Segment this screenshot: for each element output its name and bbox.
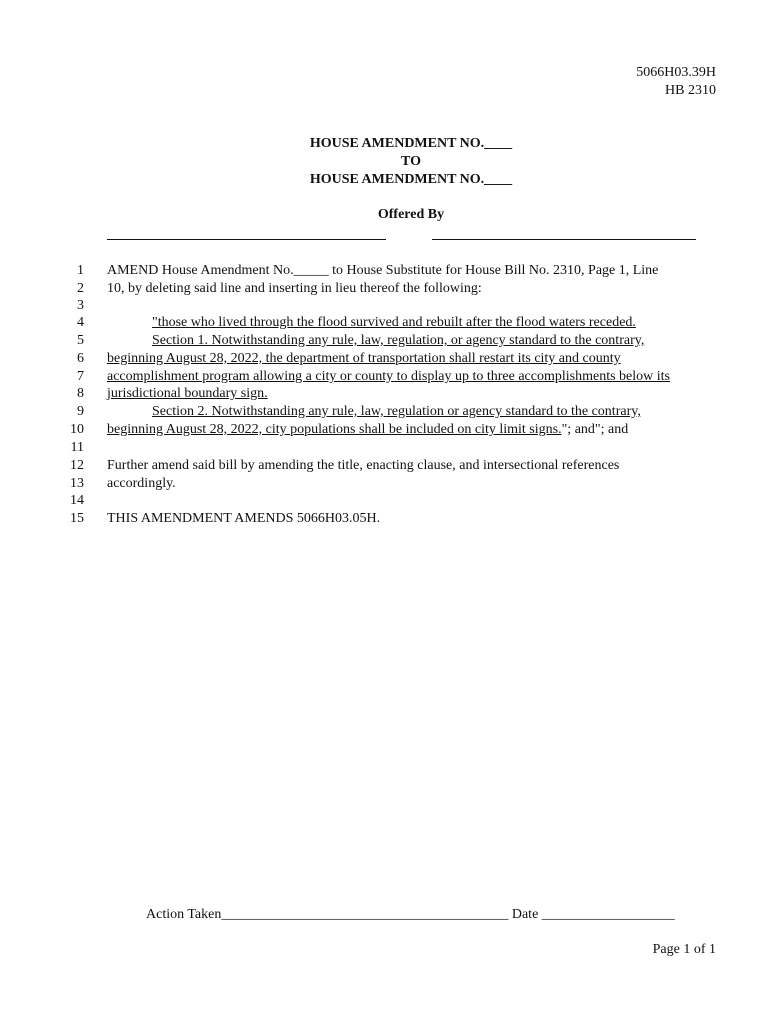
- line-number: 14: [70, 493, 84, 508]
- line-number: 1: [77, 263, 84, 278]
- line-number: 9: [77, 404, 84, 419]
- numbered-line: [0, 280, 770, 298]
- line-text: Section 2. Notwithstanding any rule, law, regulation or agency standard to the contrary,: [152, 404, 641, 419]
- numbered-line: [0, 314, 770, 332]
- line-number: 10: [70, 422, 84, 437]
- action-taken-line: Action Taken_________________________________________ Date ___________________: [146, 907, 675, 922]
- bill-number: HB 2310: [665, 83, 716, 98]
- line-number: 8: [77, 386, 84, 401]
- numbered-line: [0, 332, 770, 350]
- line-number: 3: [77, 298, 84, 313]
- line-text: Section 1. Notwithstanding any rule, law, regulation, or agency standard to the contrary,: [152, 333, 645, 348]
- sponsor-signature-line-right: [432, 239, 696, 240]
- closing-text: "; and"; and: [561, 422, 629, 437]
- underlined-insertion: beginning August 28, 2022, city populations shall be included on city limit signs.: [107, 422, 562, 437]
- line-number: 6: [77, 351, 84, 366]
- numbered-line: [0, 350, 770, 368]
- line-text: THIS AMENDMENT AMENDS 5066H03.05H.: [107, 511, 381, 526]
- numbered-line: [0, 297, 770, 315]
- sponsor-signature-line-left: [107, 239, 386, 240]
- numbered-line: [0, 510, 770, 528]
- numbered-line: [0, 262, 770, 280]
- numbered-line: [0, 368, 770, 386]
- line-text: "those who lived through the flood survived and rebuilt after the flood waters receded.: [152, 315, 636, 330]
- line-text: Further amend said bill by amending the title, enacting clause, and intersectional references: [107, 458, 620, 473]
- document-header: [636, 64, 716, 100]
- document-id: 5066H03.39H: [636, 65, 716, 80]
- line-text: jurisdictional boundary sign.: [107, 386, 268, 401]
- line-text: accordingly.: [107, 476, 176, 491]
- numbered-line: [0, 457, 770, 475]
- title-line-2: TO: [401, 154, 421, 169]
- line-text: [107, 421, 628, 439]
- numbered-line: [0, 475, 770, 493]
- line-number: 11: [70, 440, 84, 455]
- line-text: accomplishment program allowing a city or county to display up to three accomplishments below its: [107, 369, 670, 384]
- numbered-line: [0, 385, 770, 403]
- numbered-line: [0, 492, 770, 510]
- numbered-line: [0, 403, 770, 421]
- line-number: 13: [70, 476, 84, 491]
- line-number: 2: [77, 281, 84, 296]
- line-number: 12: [70, 458, 84, 473]
- title-line-3: HOUSE AMENDMENT NO.____: [309, 172, 513, 187]
- line-number: 4: [77, 315, 84, 330]
- line-text: beginning August 28, 2022, the department of transportation shall restart its city and county: [107, 351, 621, 366]
- title-line-1: HOUSE AMENDMENT NO.____: [309, 136, 513, 151]
- line-number: 5: [77, 333, 84, 348]
- numbered-line: [0, 421, 770, 439]
- line-text: AMEND House Amendment No._____ to House Substitute for House Bill No. 2310, Page 1, Line: [107, 263, 659, 278]
- numbered-line: [0, 439, 770, 457]
- line-text: 10, by deleting said line and inserting in lieu thereof the following:: [107, 281, 482, 296]
- offered-by-label: Offered By: [377, 207, 445, 222]
- amendment-title: [0, 135, 770, 189]
- page-number: Page 1 of 1: [652, 942, 716, 957]
- line-number: 7: [77, 369, 84, 384]
- line-number: 15: [70, 511, 84, 526]
